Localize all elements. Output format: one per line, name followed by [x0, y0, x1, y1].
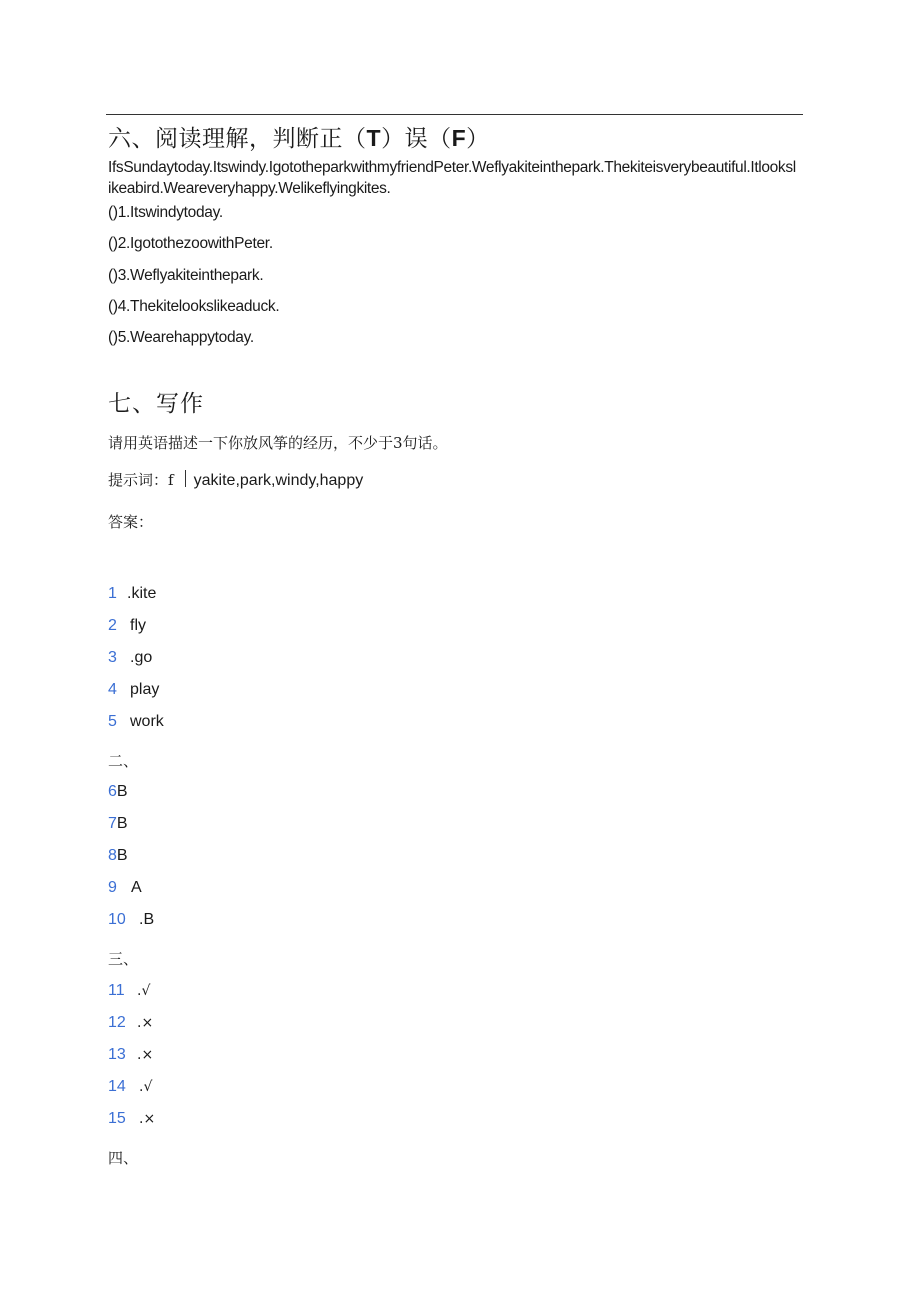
reading-passage: IfsSundaytoday.Itswindy.IgotothеparkwithmyfriendPeter.Weflyakiteinthepark.Thekiteisverybeautiful.Itlookslikeabird.Weareveryhappy.Welikeflyingkites.: [108, 159, 796, 197]
answer-item: 15 .×: [108, 1110, 156, 1127]
answer-item: 14 .√: [108, 1078, 153, 1095]
question-1: ()1.Itswindytoday.: [108, 204, 223, 221]
answer-item: 9 A: [108, 879, 142, 896]
answer-item: 6B: [108, 783, 128, 800]
answer-item: 7B: [108, 815, 128, 832]
part4-title: 四、: [108, 1149, 139, 1167]
hint-divider: [185, 470, 186, 487]
section7-title: 七、写作: [108, 391, 204, 417]
part2-title: 二、: [108, 752, 139, 770]
answers-label: 答案：: [108, 513, 154, 531]
answer-item: 11 .√: [108, 982, 151, 999]
part3-title: 三、: [108, 950, 139, 968]
section6-title: 六、阅读理解，判断正（T）误（F）: [108, 125, 490, 152]
question-3: ()3.Weflyakiteinthepark.: [108, 267, 264, 284]
answer-item: 3 .go: [108, 649, 153, 666]
question-2: ()2.IgotothezoowithPeter.: [108, 235, 273, 252]
answer-item: 1 .kite: [108, 585, 157, 602]
hint-line: 提示词：f yakite,park,windy,happy: [108, 471, 364, 489]
answer-item: 4 play: [108, 681, 160, 698]
header-rule: [106, 114, 803, 115]
answer-item: 8B: [108, 847, 128, 864]
question-5: ()5.Wearehappytoday.: [108, 329, 254, 346]
question-4: ()4.Thekitelookslikeaduck.: [108, 298, 280, 315]
answer-item: 13 .×: [108, 1046, 154, 1063]
writing-instruction: 请用英语描述一下你放风筝的经历，不少于3句话。: [108, 434, 448, 452]
answer-item: 10 .B: [108, 911, 155, 928]
answer-item: 5 work: [108, 713, 164, 730]
answer-item: 12 .×: [108, 1014, 154, 1031]
answer-item: 2 fly: [108, 617, 146, 634]
